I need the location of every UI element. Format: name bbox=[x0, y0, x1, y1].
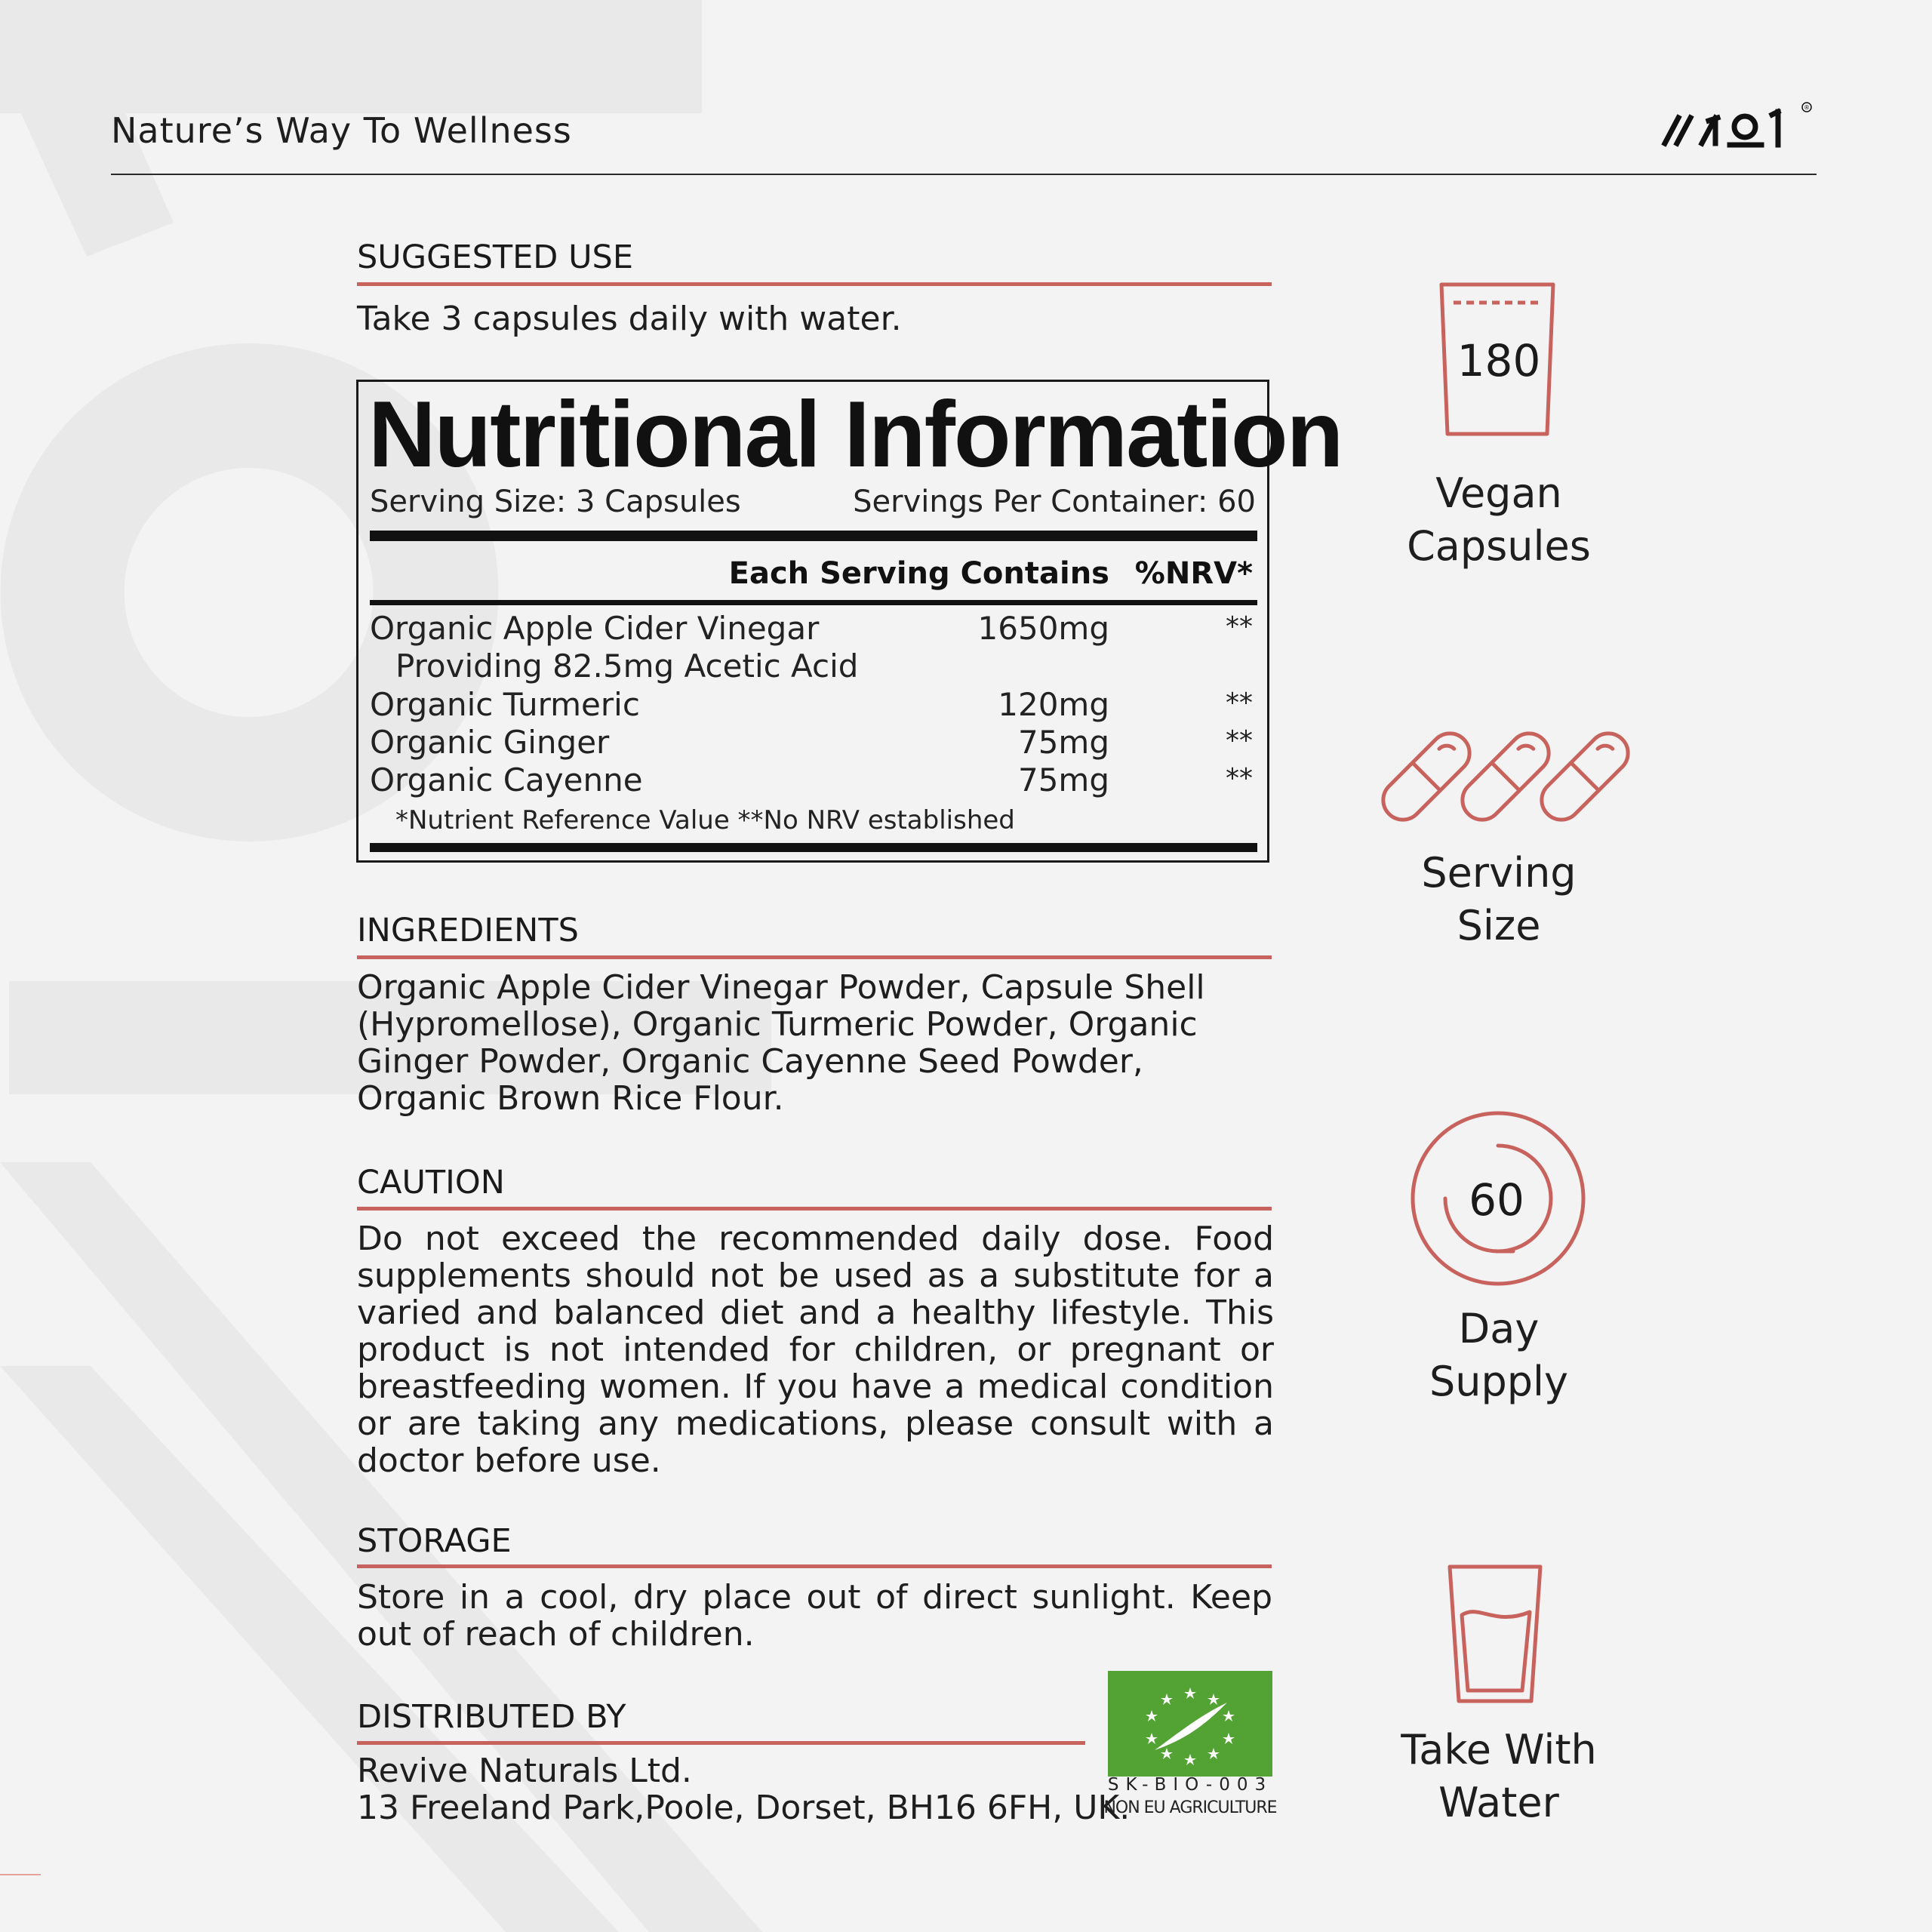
brand-logo bbox=[1660, 91, 1819, 158]
tagline: Nature’s Way To Wellness bbox=[111, 110, 572, 151]
eu-organic-leaf-icon bbox=[1108, 1671, 1272, 1777]
feature-label-line: Day bbox=[1458, 1305, 1540, 1352]
ingredients-title: INGREDIENTS bbox=[357, 912, 579, 949]
column-amount-header: Each Serving Contains bbox=[728, 556, 1109, 591]
nutrition-title: Nutritional Information bbox=[368, 383, 1343, 487]
nutrition-bottom-bar bbox=[370, 843, 1257, 852]
feature-label-line: Take With bbox=[1401, 1726, 1597, 1774]
storage-text: Store in a cool, dry place out of direct sunlight. Keep out of reach of children. bbox=[357, 1578, 1272, 1654]
eu-organic-code: SK-BIO-003 bbox=[1107, 1775, 1273, 1795]
feature-label-line: Vegan bbox=[1435, 469, 1562, 517]
nutrient-nrv: ** bbox=[1226, 763, 1253, 794]
storage-rule bbox=[357, 1564, 1272, 1568]
pouch-count: 180 bbox=[1457, 335, 1541, 386]
feature-label-line: Capsules bbox=[1407, 522, 1591, 570]
feature-label-take-with-water bbox=[1348, 1724, 1650, 1829]
nutrient-nrv: ** bbox=[1226, 611, 1253, 642]
suggested-use-text: Take 3 capsules daily with water. bbox=[357, 300, 902, 338]
servings-per-container: Servings Per Container: 60 bbox=[853, 485, 1256, 519]
nutrient-amount: 75mg bbox=[1017, 761, 1109, 798]
dial-icon bbox=[1407, 1108, 1589, 1289]
column-nrv-header: %NRV* bbox=[1134, 556, 1253, 591]
feature-label-day-supply bbox=[1348, 1303, 1650, 1408]
nutrient-name: Organic Apple Cider Vinegar bbox=[370, 610, 820, 647]
registered-mark: ® bbox=[1804, 104, 1810, 111]
nutrient-name: Organic Cayenne bbox=[370, 761, 643, 798]
nutrient-nrv: ** bbox=[1226, 688, 1253, 718]
nutrient-name: Organic Turmeric bbox=[370, 686, 640, 723]
nutrient-subline: Providing 82.5mg Acetic Acid bbox=[395, 648, 859, 685]
distributor-company: Revive Naturals Ltd. bbox=[357, 1752, 692, 1790]
serving-size: Serving Size: 3 Capsules bbox=[370, 485, 741, 519]
suggested-use-rule bbox=[357, 282, 1272, 286]
nutrient-amount: 1650mg bbox=[977, 610, 1109, 647]
ingredients-rule bbox=[357, 955, 1272, 959]
ingredients-text: Organic Apple Cider Vinegar Powder, Capsule Shell (Hypromellose), Organic Turmeric Powder, Organic Ginger Powder, Organic Cayenne Seed Powder, Organic Brown Rice Flour. bbox=[357, 968, 1205, 1118]
nutrient-amount: 75mg bbox=[1017, 724, 1109, 761]
nutrition-thick-bar bbox=[370, 531, 1257, 541]
eu-organic-origin: NON EU AGRICULTURE bbox=[1103, 1798, 1277, 1817]
dial-value: 60 bbox=[1469, 1174, 1524, 1226]
nutrition-header-bar bbox=[370, 600, 1257, 605]
nutrient-amount: 120mg bbox=[998, 686, 1109, 723]
nutrition-footnote: *Nutrient Reference Value **No NRV established bbox=[395, 805, 1015, 835]
distributed-by-title: DISTRIBUTED BY bbox=[357, 1698, 626, 1736]
feature-label-line: Serving bbox=[1421, 849, 1577, 897]
water-glass-icon bbox=[1445, 1562, 1547, 1706]
nutrient-name: Organic Ginger bbox=[370, 724, 610, 761]
distributor-address: 13 Freeland Park,Poole, Dorset, BH16 6FH, UK. bbox=[357, 1789, 1131, 1827]
caution-rule bbox=[357, 1207, 1272, 1211]
nutrient-nrv: ** bbox=[1226, 725, 1253, 756]
pouch-icon bbox=[1426, 275, 1570, 441]
feature-label-line: Water bbox=[1438, 1779, 1559, 1826]
distributed-by-rule bbox=[357, 1741, 1085, 1745]
caution-text: Do not exceed the recommended daily dose. Food supplements should not be used as a substitute for a varied and balanced diet and a healthy lifestyle. This product is not intended for children, or pregnant or breastfeeding women. If you have a medical condition or are taking any medications, please consult with a doctor before use. bbox=[357, 1220, 1274, 1480]
header-divider bbox=[111, 174, 1817, 175]
feature-label-vegan-capsules bbox=[1348, 467, 1650, 573]
storage-title: STORAGE bbox=[357, 1522, 512, 1560]
feature-label-serving-size bbox=[1348, 847, 1650, 952]
suggested-use-title: SUGGESTED USE bbox=[357, 238, 634, 276]
feature-label-line: Size bbox=[1457, 902, 1541, 949]
corner-mark bbox=[0, 1874, 41, 1875]
caution-title: CAUTION bbox=[357, 1164, 505, 1201]
feature-label-line: Supply bbox=[1429, 1358, 1569, 1405]
three-capsules-icon bbox=[1381, 723, 1638, 830]
